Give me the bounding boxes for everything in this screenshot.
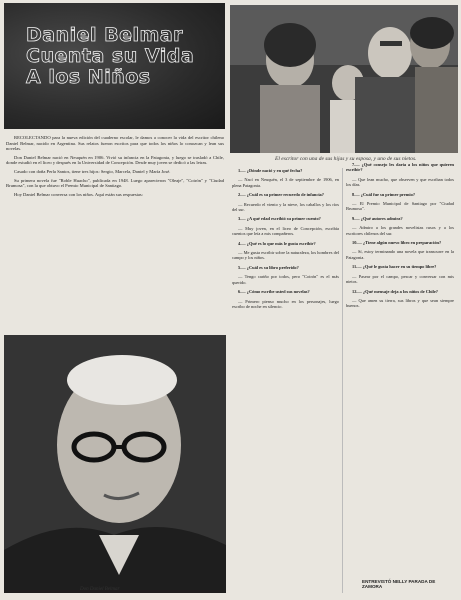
answer: — Que amen su tierra, sus libros y que sean siempre buenos. bbox=[346, 297, 454, 309]
family-photo-caption: El escritor con una de sus hijas y su esposa, y uno de sus nietos. bbox=[275, 156, 417, 162]
title-line-2: Cuenta su Vida bbox=[26, 45, 195, 67]
question: 10.— ¿Tiene algún nuevo libro en preparación? bbox=[352, 240, 442, 246]
answer: — Recuerdo el viento y la nieve, los caballos y los ríos del sur. bbox=[232, 201, 339, 213]
question: 3.— ¿A qué edad escribió su primer cuento? bbox=[238, 216, 321, 222]
question: 11.— ¿Qué le gusta hacer en su tiempo libre? bbox=[352, 264, 437, 270]
lead-text: Don Daniel Belmar nació en Neuquén en 1906. Vivió su infancia en la Patagonia, y luego se trasladó a Chile, donde estudió en el liceo y después en la Universidad de Concepción. Desde muy joven se dedicó a las letras. bbox=[6, 154, 224, 166]
question: 5.— ¿Cuál es su libro preferido? bbox=[238, 264, 299, 270]
interviewer-credit: ENTREVISTÓ NELLY PARADA DE ZAMORA bbox=[362, 579, 436, 590]
lead-text: RECOLECTANDO para la nueva edición del cuaderno escolar, le damos a conocer la vida del escritor chileno Daniel Belmar, nacido en Argentina. Sus relatos fueron escritos para que todos los niños lo conozcan y lean sus novelas. bbox=[6, 135, 224, 152]
question: 9.— ¿Qué autores admira? bbox=[352, 215, 403, 221]
portrait-caption: Don Daniel Belmar bbox=[80, 587, 120, 592]
question: 4.— ¿Qué es lo que más le gusta escribir? bbox=[238, 240, 316, 246]
answer: — Tengo cariño por todos, pero "Coirón" es el más querido. bbox=[232, 274, 339, 285]
portrait-image bbox=[4, 335, 226, 593]
answer: — Me gusta escribir sobre la naturaleza, los hombres del campo y los niños. bbox=[232, 250, 339, 261]
question: 8.— ¿Cuál fue su primer premio? bbox=[352, 191, 416, 197]
answer: — Que lean mucho, que observen y que escriban todos los días. bbox=[346, 176, 454, 188]
answer: — Primero pienso mucho en los personajes, luego escribo de noche en silencio. bbox=[232, 298, 339, 309]
title-banner bbox=[4, 3, 225, 129]
lead-text: Casado con doña Perla Santos, tiene tres hijos: Sergio, Marcela, Daniel y María José. bbox=[14, 168, 171, 174]
question: 7.— ¿Qué consejo les daría a los niños que quieren escribir? bbox=[346, 162, 454, 173]
answer: — Sí, estoy terminando una novela que transcurre en la Patagonia. bbox=[346, 249, 454, 260]
answer: — Admiro a los grandes novelistas rusos y a los escritores chilenos del sur. bbox=[346, 225, 454, 236]
answer: — El Premio Municipal de Santiago por "Ciudad Brumosa". bbox=[346, 201, 454, 212]
lead-paragraph bbox=[6, 135, 224, 330]
question: 12.— ¿Qué mensaje deja a los niños de Chile? bbox=[352, 288, 438, 294]
family-photo bbox=[230, 5, 458, 153]
title-line-3: A los Niños bbox=[26, 66, 151, 88]
column-divider bbox=[342, 168, 343, 593]
question: 2.— ¿Cuál es su primer recuerdo de infancia? bbox=[238, 192, 324, 198]
portrait-photo bbox=[4, 335, 226, 593]
interview-column-1 bbox=[232, 168, 339, 593]
answer: — Pasear por el campo, pescar y conversar con mis nietos. bbox=[346, 273, 454, 285]
title-line-1: Daniel Belmar bbox=[26, 24, 184, 46]
question: 1.— ¿Dónde nació y en qué fecha? bbox=[238, 168, 303, 173]
family-photo-image bbox=[230, 5, 458, 153]
question: 6.— ¿Cómo escribe usted sus novelas? bbox=[238, 289, 310, 295]
interview-column-2 bbox=[346, 162, 454, 587]
lead-text: Su primera novela fue "Roble Huacho", publicada en 1948. Luego aparecieron "Oleaje", "Coirón" y "Ciudad Brumosa", con la que obtuvo el Premio Municipal de Santiago. bbox=[6, 177, 224, 189]
answer: — Muy joven, en el liceo de Concepción, escribía cuentos que leía a mis compañeros. bbox=[232, 225, 339, 237]
lead-text: Hoy Daniel Belmar conversa con los niños. Aquí están sus respuestas: bbox=[14, 191, 143, 197]
article-title bbox=[26, 25, 221, 88]
answer: — Nací en Neuquén, el 3 de septiembre de 1906, en plena Patagonia. bbox=[232, 177, 339, 188]
